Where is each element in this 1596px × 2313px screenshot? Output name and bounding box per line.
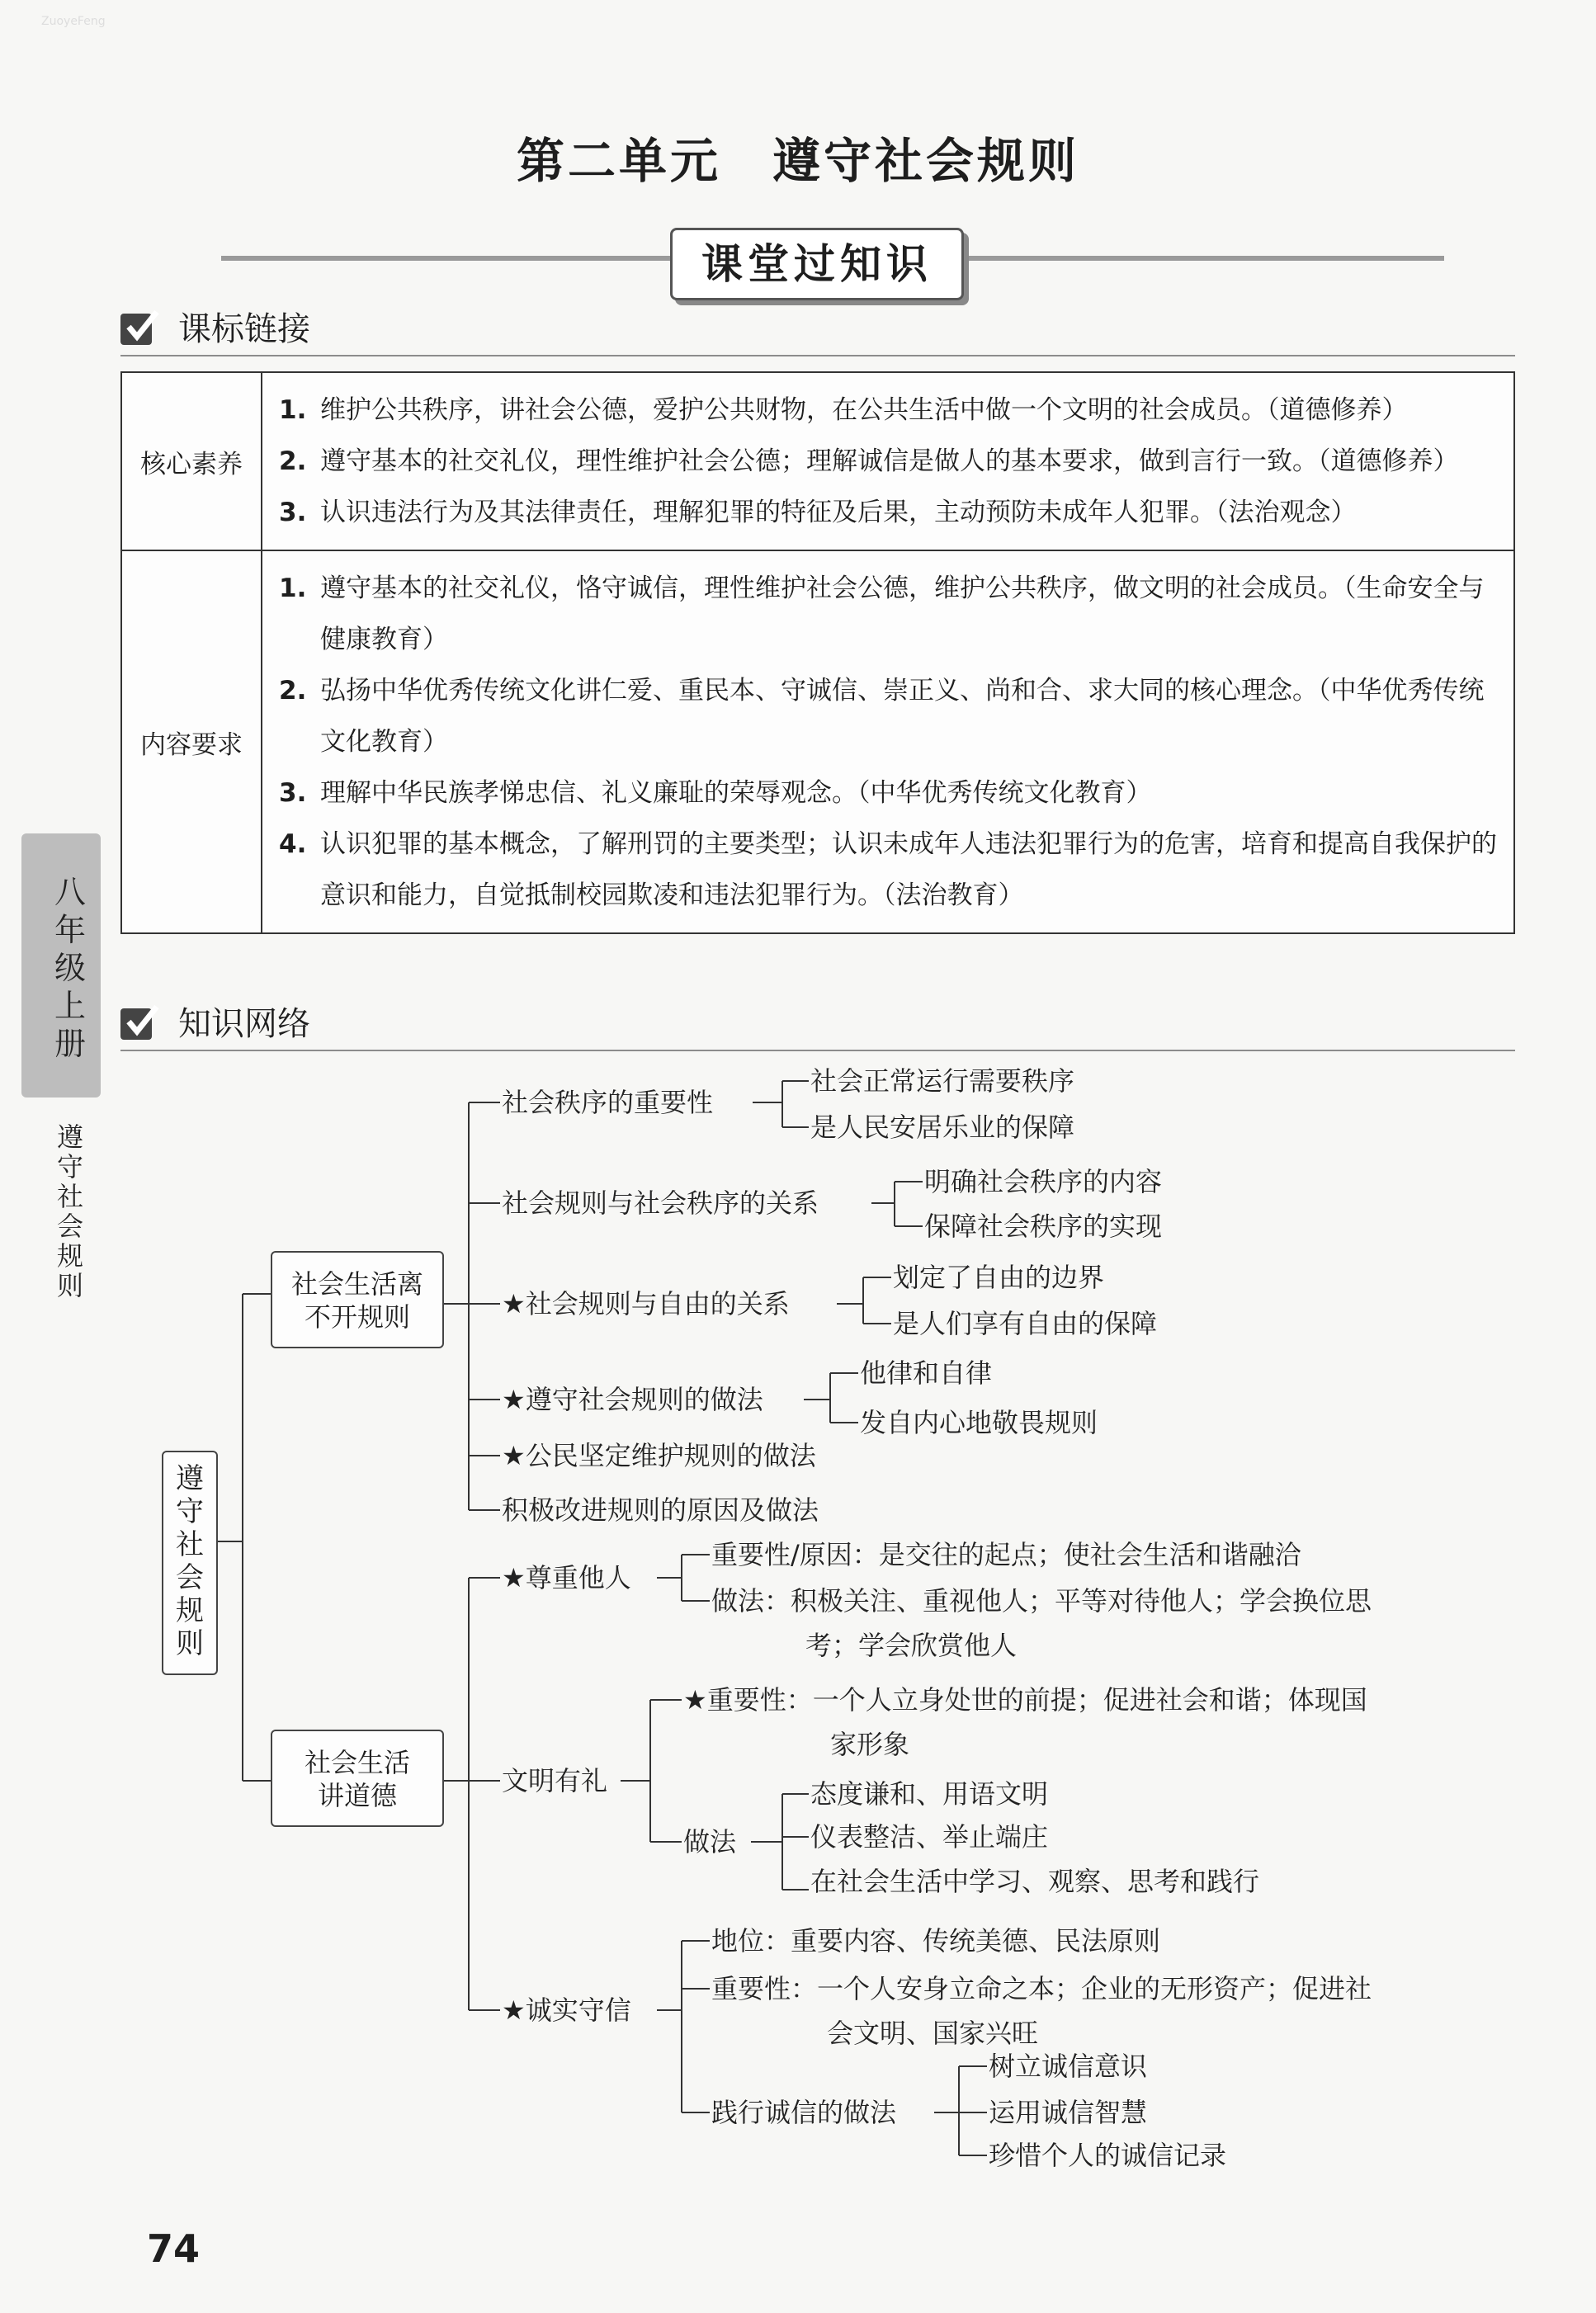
node: 践行诚信的做法 [711,2097,897,2128]
node: 保障社会秩序的实现 [924,1211,1163,1242]
node: 地位：重要内容、传统美德、民法原则 [711,1925,1161,1957]
section-header-network [120,1003,1515,1051]
mindmap-root-box [162,1451,218,1675]
banner: 课堂过知识 [670,228,964,300]
item-number: 2. [279,676,307,706]
node: 社会秩序的重要性 [502,1087,714,1118]
node: 发自内心地敬畏规则 [860,1407,1098,1438]
list-item [279,819,1505,921]
node: 家形象 [830,1729,910,1760]
node: 树立诚信意识 [989,2051,1148,2082]
list-item [279,385,1505,436]
node: ★公民坚定维护规则的做法 [502,1440,816,1471]
connector [442,1578,500,2010]
item-number: 4. [279,829,307,859]
connector [837,1277,891,1324]
node: 积极改进规则的原因及做法 [502,1494,819,1526]
row-label: 核心素养 [121,372,262,550]
node: 仪表整洁、举止端庄 [810,1821,1049,1853]
banner-line-right [961,256,1444,261]
mindmap-root: 遵守社会规则 [176,1462,204,1660]
branch-box-morality [271,1730,444,1827]
node: ★诚实守信 [502,1994,631,2026]
checkbox-icon [120,314,152,345]
connector [442,1102,500,1510]
table-row [121,550,1514,933]
standards-table [120,371,1515,934]
item-text: 维护公共秩序，讲社会公德，爱护公共财物，在公共生活中做一个文明的社会成员。（道德修养） [320,395,1408,425]
list-item [279,665,1505,767]
banner-line-left [221,256,672,261]
item-text: 理解中华民族孝悌忠信、礼义廉耻的荣辱观念。（中华优秀传统文化教育） [320,778,1152,808]
branch-morality: 社会生活讲道德 [304,1747,410,1811]
node: 考；学会欣赏他人 [805,1630,1018,1661]
node: ★重要性：一个人立身处世的前提；促进社会和谐；体现国 [683,1684,1367,1716]
page-number: 74 [147,2226,201,2271]
node: 重要性/原因：是交往的起点；使社会生活和谐融洽 [711,1539,1301,1570]
node: 是人民安居乐业的保障 [810,1112,1075,1143]
item-number: 2. [279,446,307,476]
item-text: 遵守基本的社交礼仪，恪守诚信，理性维护社会公德，维护公共秩序，做文明的社会成员。（生命安全与健康教育） [320,574,1485,654]
item-number: 3. [279,498,307,527]
branch-rules: 社会生活离不开规则 [291,1268,424,1333]
item-text: 认识违法行为及其法律责任，理解犯罪的特征及后果，主动预防未成年人犯罪。（法治观念） [320,498,1357,527]
item-number: 3. [279,778,307,808]
row-label: 内容要求 [121,550,262,933]
list-item [279,487,1505,538]
node: 做法 [683,1826,737,1857]
section-title: 课标链接 [178,310,310,348]
side-tab-unit: 遵守社会规则 [56,1121,83,1301]
node: 态度谦和、用语文明 [810,1778,1049,1810]
node: 做法：积极关注、重视他人；平等对待他人；学会换位思 [711,1585,1372,1617]
connector [657,1941,710,2112]
connector [216,1294,271,1781]
node: 文明有礼 [502,1765,608,1796]
side-tab-grade: 八年级上册 [54,874,86,1062]
node: 划定了自由的边界 [893,1262,1105,1293]
node: ★尊重他人 [502,1562,631,1593]
node: 他律和自律 [860,1357,993,1389]
node: 社会正常运行需要秩序 [810,1065,1075,1097]
section-title: 知识网络 [178,1005,310,1043]
node: 运用诚信智慧 [989,2097,1148,2128]
page-title: 第二单元 遵守社会规则 [516,133,1079,189]
node: ★遵守社会规则的做法 [502,1384,763,1415]
watermark: ZuoyeFeng [41,15,106,28]
row-content [262,372,1514,550]
connector [871,1182,923,1226]
node: 会文明、国家兴旺 [827,2018,1039,2049]
connector [621,1700,682,1842]
connector [657,1555,710,1601]
item-text: 认识犯罪的基本概念，了解刑罚的主要类型；认识未成年人违法犯罪行为的危害，培育和提高自我保护的意识和能力，自觉抵制校园欺凌和违法犯罪行为。（法治教育） [320,829,1497,910]
table-row [121,372,1514,550]
section-header-standards [120,309,1515,356]
connector [804,1373,858,1423]
node: 珍惜个人的诚信记录 [989,2140,1227,2171]
node: 明确社会秩序的内容 [924,1166,1163,1197]
node: ★社会规则与自由的关系 [502,1288,790,1319]
checkbox-icon [120,1008,152,1040]
item-number: 1. [279,395,307,425]
node: 重要性：一个人安身立命之本；企业的无形资产；促进社 [711,1973,1372,2004]
item-number: 1. [279,574,307,603]
item-text: 遵守基本的社交礼仪，理性维护社会公德；理解诚信是做人的基本要求，做到言行一致。（道德修养） [320,446,1459,476]
node: 在社会生活中学习、观察、思考和践行 [810,1866,1260,1897]
item-text: 弘扬中华优秀传统文化讲仁爱、重民本、守诚信、崇正义、尚和合、求大同的核心理念。（中华优秀传统文化教育） [320,676,1485,757]
list-item [279,767,1505,819]
row-content [262,550,1514,933]
node: 社会规则与社会秩序的关系 [502,1187,819,1219]
branch-box-rules [271,1251,444,1348]
connector [751,1794,809,1890]
list-item [279,563,1505,665]
connector [753,1081,809,1127]
node: 是人们享有自由的保障 [893,1308,1158,1339]
connector [934,2066,987,2155]
list-item [279,436,1505,487]
